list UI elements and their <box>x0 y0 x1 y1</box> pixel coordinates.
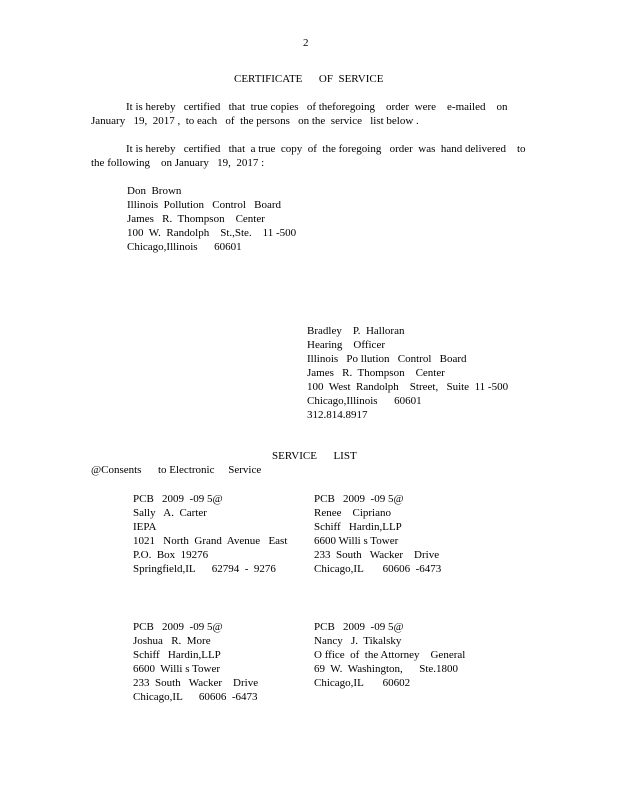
recipient-bradley-halloran <box>307 324 508 422</box>
service-entry-tikalsky <box>314 620 465 690</box>
address-line: 6600 Willi s Tower <box>133 663 220 675</box>
service-entry-carter <box>133 492 287 576</box>
address-line: Springfield,IL 62794 - 9276 <box>133 563 276 575</box>
address-line: P.O. Box 19276 <box>133 549 209 561</box>
address-line: Bradley P. Halloran <box>307 325 405 337</box>
paragraph-1-line-1: It is hereby certified that true copies of theforegoing order were e-mailed on <box>126 101 508 113</box>
address-line: Sally A. Carter <box>133 507 207 519</box>
page-number: 2 <box>303 37 309 49</box>
address-line: PCB 2009 -09 5@ <box>133 493 223 505</box>
address-line: Schiff Hardin,LLP <box>133 649 221 661</box>
address-line: Illinois Po llution Control Board <box>307 353 467 365</box>
address-line: James R. Thompson Center <box>307 367 445 379</box>
service-entry-cipriano <box>314 492 441 576</box>
service-entry-more <box>133 620 258 704</box>
address-line: Joshua R. More <box>133 635 211 647</box>
recipient-don-brown <box>127 184 296 254</box>
address-line: 6600 Willi s Tower <box>314 535 399 547</box>
address-line: James R. Thompson Center <box>127 213 265 225</box>
address-line: 233 South Wacker Drive <box>314 549 440 561</box>
address-line: PCB 2009 -09 5@ <box>314 621 404 633</box>
address-line: PCB 2009 -09 5@ <box>133 621 223 633</box>
address-line: Chicago,IL 60606 -6473 <box>314 563 442 575</box>
address-line: Chicago,IL 60606 -6473 <box>133 691 258 703</box>
address-line: O ffice of the Attorney General <box>314 649 466 661</box>
address-line: Nancy J. Tikalsky <box>314 635 402 647</box>
address-line: Illinois Pollution Control Board <box>127 199 282 211</box>
address-line: 100 W. Randolph St.,Ste. 11 -500 <box>127 227 297 239</box>
paragraph-2-line-1: It is hereby certified that a true copy of the foregoing order was hand delivered to <box>126 143 526 155</box>
paragraph-2-line-2: the following on January 19, 2017 : <box>91 157 265 169</box>
address-line: Chicago,IL 60602 <box>314 677 411 689</box>
address-line: Chicago,Illinois 60601 <box>127 241 242 253</box>
address-line: PCB 2009 -09 5@ <box>314 493 404 505</box>
address-line: IEPA <box>133 521 157 533</box>
address-line: 233 South Wacker Drive <box>133 677 259 689</box>
address-line: 69 W. Washington, Ste.1800 <box>314 663 459 675</box>
address-line: Chicago,Illinois 60601 <box>307 395 422 407</box>
address-line: Schiff Hardin,LLP <box>314 521 402 533</box>
address-line: Renee Cipriano <box>314 507 391 519</box>
address-line: 312.814.8917 <box>307 409 368 421</box>
paragraph-1-line-2: January 19, 2017 , to each of the persons on the service list below . <box>91 115 419 127</box>
address-line: 1021 North Grand Avenue East <box>133 535 288 547</box>
address-line: Don Brown <box>127 185 182 197</box>
address-line: Hearing Officer <box>307 339 385 351</box>
consent-note: @Consents to Electronic Service <box>91 464 262 476</box>
address-line: 100 West Randolph Street, Suite 11 -500 <box>307 381 509 393</box>
certificate-title: CERTIFICATE OF SERVICE <box>234 73 384 85</box>
service-list-title: SERVICE LIST <box>272 450 357 462</box>
